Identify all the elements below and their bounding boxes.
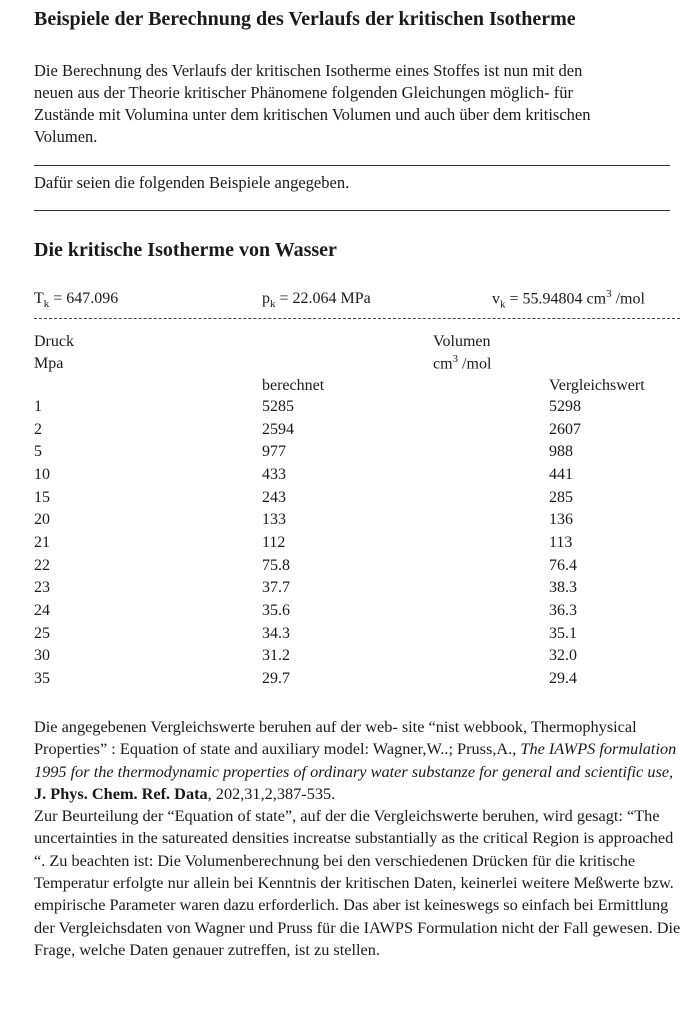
pressure-cell: 35 bbox=[34, 669, 50, 687]
col-unit-pressure: Mpa bbox=[34, 355, 64, 372]
pressure-cell: 22 bbox=[34, 556, 50, 574]
page-title: Beispiele der Berechnung des Verlaufs der kritischen Isotherme bbox=[34, 8, 576, 30]
table-row bbox=[0, 579, 698, 602]
calculated-cell: 31.2 bbox=[262, 647, 290, 665]
col-head-volume: Volumen bbox=[433, 333, 491, 350]
pressure-cell: 5 bbox=[34, 443, 42, 461]
intro-line: Volumen. bbox=[34, 127, 98, 146]
table-row bbox=[0, 557, 698, 580]
intro-line: neuen aus der Theorie kritischer Phänomene folgenden Gleichungen möglich- für bbox=[34, 83, 573, 102]
reference-cell: 441 bbox=[549, 465, 573, 483]
reference-cell: 285 bbox=[549, 488, 573, 506]
calculated-cell: 112 bbox=[262, 533, 286, 551]
critical-temperature: $T_k = 647.096$ bbox=[34, 290, 119, 311]
reference-cell: 5298 bbox=[549, 398, 581, 415]
reference-cell: 136 bbox=[549, 511, 573, 529]
table-row bbox=[0, 398, 698, 421]
notes bbox=[34, 716, 684, 961]
pressure-cell: 15 bbox=[34, 488, 50, 506]
table-row bbox=[0, 421, 698, 444]
calculated-cell: 29.7 bbox=[262, 669, 290, 687]
calculated-cell: 37.7 bbox=[262, 579, 290, 597]
section-title: Die kritische Isotherme von Wasser bbox=[34, 239, 337, 261]
calculated-cell: 433 bbox=[262, 465, 286, 483]
divider-line bbox=[34, 210, 670, 211]
table-row bbox=[0, 625, 698, 648]
critical-pressure: $p_k = 22.064$ MPa bbox=[262, 290, 371, 311]
calculated-cell: 133 bbox=[262, 511, 286, 529]
col-unit-volume: $cm^3$ /mol bbox=[433, 353, 492, 373]
reference-cell: 38.3 bbox=[549, 579, 577, 597]
calculated-cell: 34.3 bbox=[262, 624, 290, 642]
calculated-cell: 243 bbox=[262, 488, 286, 506]
calculated-cell: 75.8 bbox=[262, 556, 290, 574]
reference-cell: 32.0 bbox=[549, 647, 577, 665]
table-row bbox=[0, 534, 698, 557]
table-row bbox=[0, 489, 698, 512]
table-row bbox=[0, 602, 698, 625]
pressure-cell: 21 bbox=[34, 533, 50, 551]
calculated-cell: 35.6 bbox=[262, 601, 290, 619]
table-row bbox=[0, 647, 698, 670]
reference-cell: 29.4 bbox=[549, 669, 577, 687]
source-note: Die angegebenen Vergleichswerte beruhen auf der web- site “nist webbook, Thermophysical Properties” : Equation of state and auxiliary model: Wagner,W..; Pruss,A., The IAWPS formulation 1995 for the thermodynamic properties of ordinary water substanze for general and scientific use, J. Phys. Chem. Ref. Data, 202,31,2,387-535. bbox=[34, 717, 677, 803]
calculated-cell: 5285 bbox=[262, 398, 294, 415]
pressure-cell: 30 bbox=[34, 647, 50, 665]
pressure-cell: 23 bbox=[34, 579, 50, 597]
pressure-cell: 24 bbox=[34, 601, 50, 619]
pressure-cell: 1 bbox=[34, 398, 42, 415]
intro-line: Die Berechnung des Verlaufs der kritischen Isotherme eines Stoffes ist nun mit den bbox=[34, 61, 583, 80]
divider-line bbox=[34, 165, 670, 166]
table-row bbox=[0, 511, 698, 534]
pressure-cell: 10 bbox=[34, 465, 50, 483]
reference-cell: 35.1 bbox=[549, 624, 577, 642]
pressure-cell: 20 bbox=[34, 511, 50, 529]
reference-cell: 988 bbox=[549, 443, 573, 461]
intro-paragraph bbox=[34, 60, 590, 148]
pressure-cell: 25 bbox=[34, 624, 50, 642]
reference-cell: 2607 bbox=[549, 420, 581, 438]
reference-cell: 36.3 bbox=[549, 601, 577, 619]
col-head-calculated: berechnet bbox=[262, 377, 325, 394]
col-head-pressure: Druck bbox=[34, 333, 74, 350]
table-row bbox=[0, 466, 698, 489]
reference-cell: 113 bbox=[549, 533, 573, 551]
dashed-divider bbox=[34, 318, 680, 319]
reference-cell: 76.4 bbox=[549, 556, 577, 574]
table-row bbox=[0, 670, 698, 693]
col-head-reference: Vergleichswert bbox=[549, 377, 645, 394]
calculated-cell: 2594 bbox=[262, 420, 294, 438]
critical-volume: $v_k = 55.94804$ $cm^3$ /mol bbox=[492, 288, 645, 311]
intro-line: Zustände mit Volumina unter dem kritischen Volumen und auch über dem kritischen bbox=[34, 105, 591, 124]
assessment-note: Zur Beurteilung der “Equation of state”, auf der die Vergleichswerte beruhen, wird gesagt: “The uncertainties in the satureated densities increatse substantially as the critical Region is approached “. Zu beachten ist: Die Volumenberechnung bei den verschiedenen Drücken für die kritische Temperatur erfolgte nur allein bei Kenntnis der kritischen Daten, keinerlei weitere Meßwerte bzw. empirische Parameter waren dazu erforderlich. Das aber ist keineswegs so einfach bei Ermittlung der Vergleichsdaten von Wagner und Pruss für die IAWPS Formulation nicht der Fall gewesen. Die Frage, welche Daten genauer zutreffen, ist zu stellen. bbox=[34, 806, 681, 959]
table-row bbox=[0, 443, 698, 466]
pressure-cell: 2 bbox=[34, 420, 42, 438]
calculated-cell: 977 bbox=[262, 443, 286, 461]
examples-note: Dafür seien die folgenden Beispiele angegeben. bbox=[34, 173, 350, 192]
